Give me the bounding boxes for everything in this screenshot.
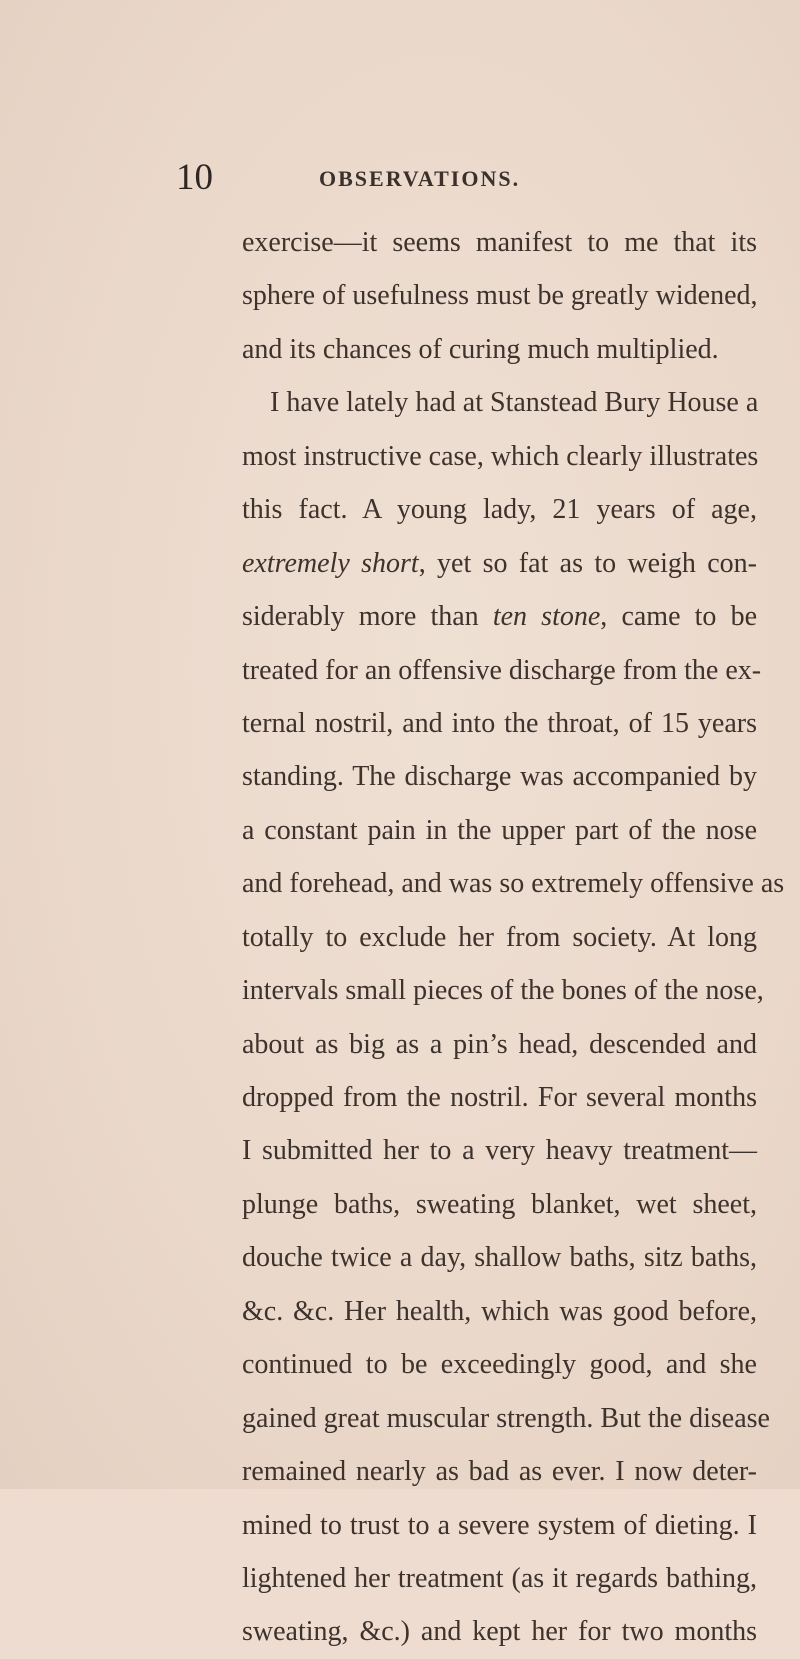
running-title: OBSERVATIONS.: [319, 166, 521, 191]
text-line: and its chances of curing much multiplied.: [242, 333, 719, 365]
text-line: intervals small pieces of the bones of the nose,: [242, 975, 764, 1007]
text-line: about as big as a pin’s head, descended and: [242, 1028, 757, 1060]
text-line: I submitted her to a very heavy treatment—: [242, 1135, 757, 1167]
text-line: plunge baths, sweating blanket, wet sheet,: [242, 1188, 757, 1220]
text-line: I have lately had at Stanstead Bury House a: [270, 387, 759, 419]
body-text: [242, 216, 785, 1659]
text-fragment: , yet so fat as to weigh con-: [418, 547, 757, 579]
text-line: exercise—it seems manifest to me that its: [242, 227, 757, 258]
text-line: standing. The discharge was accompanied by: [242, 761, 757, 793]
text-line: and forehead, and was so extremely offensive as: [242, 868, 785, 900]
text-line: gained great muscular strength. But the disease: [242, 1402, 770, 1434]
text-line: &c. &c. Her health, which was good before,: [242, 1295, 757, 1327]
text-line: ternal nostril, and into the throat, of 15 years: [242, 707, 757, 739]
text-line: continued to be exceedingly good, and she: [242, 1349, 757, 1381]
italic-phrase: ten stone: [492, 601, 601, 633]
text-line: this fact. A young lady, 21 years of age,: [242, 494, 757, 526]
text-line: treated for an offensive discharge from the ex-: [242, 654, 762, 686]
italic-phrase: extremely short: [242, 547, 419, 579]
text-line: douche twice a day, shallow baths, sitz baths,: [242, 1242, 757, 1274]
text-line: mined to trust to a severe system of dieting. I: [242, 1509, 757, 1541]
text-line: dropped from the nostril. For several months: [242, 1082, 757, 1113]
text-line: sphere of usefulness must be greatly widened,: [242, 280, 758, 312]
text-line: totally to exclude her from society. At long: [242, 921, 757, 953]
text-line: a constant pain in the upper part of the nose: [242, 814, 757, 846]
running-head: [0, 156, 800, 200]
text-line: sweating, &c.) and kept her for two months: [242, 1616, 757, 1648]
text-line: remained nearly as bad as ever. I now deter-: [242, 1456, 757, 1488]
page-number: 10: [176, 157, 213, 198]
text-line: [242, 590, 757, 643]
text-line: [242, 537, 757, 590]
text-line: most instructive case, which clearly illustrates: [242, 440, 759, 472]
text-fragment: , came to be: [600, 601, 758, 633]
text-line: lightened her treatment (as it regards bathing,: [242, 1562, 757, 1594]
text-fragment: siderably more than: [242, 601, 493, 633]
